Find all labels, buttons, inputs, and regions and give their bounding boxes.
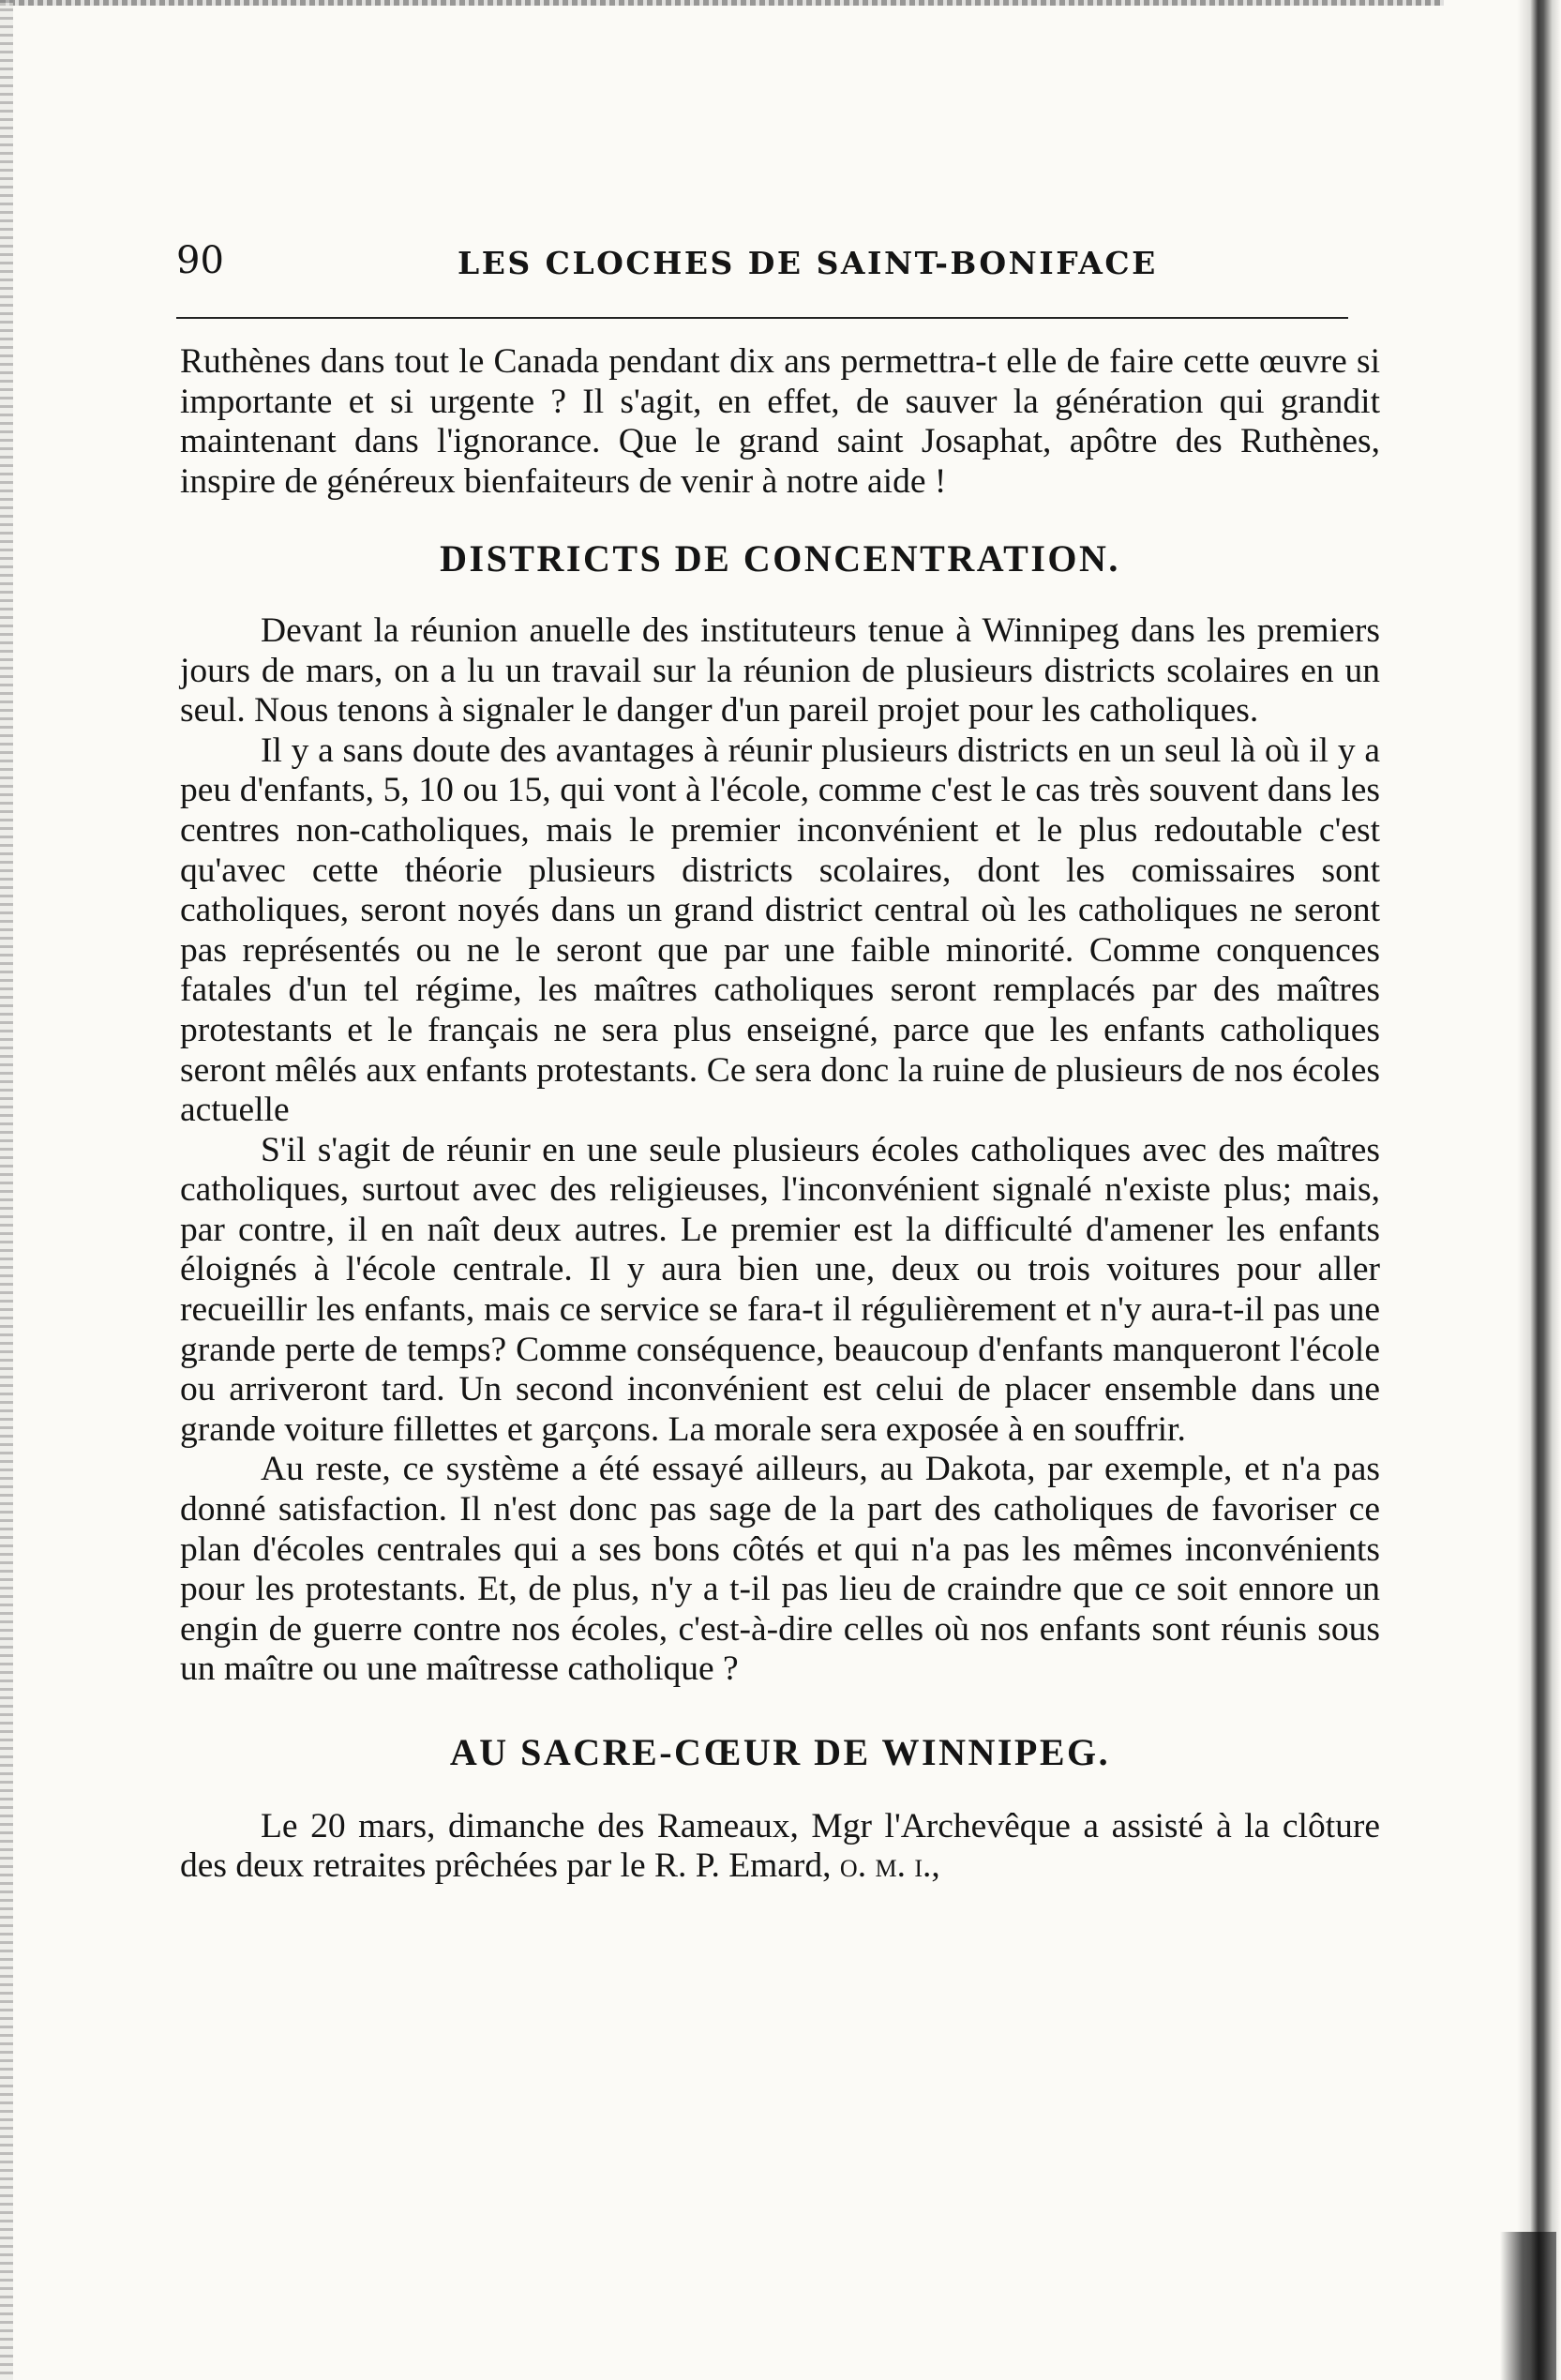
running-title: LES CLOCHES DE SAINT-BONIFACE [458, 245, 1158, 281]
header-rule [176, 317, 1348, 319]
scan-edge-shadow [1500, 2232, 1556, 2380]
section-heading-sacre-coeur: AU SACRE-CŒUR DE WINNIPEG. [449, 1731, 1111, 1773]
scan-edge-top [0, 0, 1444, 6]
paragraph-intro: Ruthènes dans tout le Canada pendant dix ans permettra-t elle de faire cette œuvre si importante et si urgente ? Il s'agit, en effet, de sauver la génération qui grandit maintenant dans l'ignorance. Que le grand saint Josaphat, apôtre des Ruthènes, inspire de généreux bienfaiteurs de venir à notre aide ! [180, 342, 1380, 501]
paragraph-districts-2: Il y a sans doute des avantages à réunir plusieurs districts en un seul là où il y a peu d'enfants, 5, 10 ou 15, qui vont à l'école, comme c'est le cas très souvent dans les centres non-catholiques, mais le premier inconvénient et le plus redoutable c'est qu'avec cette théorie plusieurs districts scolaires, dont les comissaires sont catholiques, seront noyés dans un grand district central où les catholiques ne seront pas représentés ou ne le seront que par une faible minorité. Comme conquences fatales d'un tel régime, les maîtres catholiques seront remplacés par des maîtres protestants et le français ne sera plus enseigné, parce que les enfants catholiques seront mêlés aux enfants protestants. Ce sera donc la ruine de plusieurs de nos écoles actuelle [180, 731, 1380, 1130]
paragraph-districts-4: Au reste, ce système a été essayé ailleurs, au Dakota, par exemple, et n'a pas donné satisfaction. Il n'est donc pas sage de la part des catholiques de favoriser ce plan d'écoles centrales qui a ses bons côtés et qui n'a pas les mêmes inconvénients pour les protestants. Et, de plus, n'y a t-il pas lieu de craindre que ce soit ennore un engin de guerre contre nos écoles, c'est-à-dire celles où nos enfants sont réunis sous un maître ou une maîtresse catholique ? [180, 1450, 1380, 1689]
page-number: 90 [176, 239, 224, 282]
page-body [180, 342, 1380, 1887]
abbreviation-omi: o. m. i., [839, 1846, 940, 1886]
scan-edge-right [1517, 0, 1561, 2380]
page-header [176, 239, 1348, 295]
paragraph-districts-3: S'il s'agit de réunir en une seule plusieurs écoles catholiques avec des maîtres catholiques, surtout avec des religieuses, l'inconvénient signalé n'existe plus; mais, par contre, il en naît deux autres. Le premier est la difficulté d'amener les enfants éloignés à l'école centrale. Il y aura bien une, deux ou trois voitures pour aller recueillir les enfants, mais ce service se fara-t il régulièrement et n'y aura-t-il pas une grande perte de temps? Comme conséquence, beaucoup d'enfants manqueront l'école ou arriveront tard. Un second inconvénient est celui de placer ensemble dans une grande voiture fillettes et garçons. La morale sera exposée à en souffrir. [180, 1130, 1380, 1449]
paragraph-districts-1: Devant la réunion anuelle des instituteurs tenue à Winnipeg dans les premiers jours de mars, on a lu un travail sur la réunion de plusieurs districts scolaires en un seul. Nous tenons à signaler le danger d'un pareil projet pour les catholiques. [180, 610, 1380, 731]
section-heading-districts: DISTRICTS DE CONCENTRATION. [440, 537, 1120, 580]
paragraph-sacre-coeur [180, 1807, 1380, 1887]
paragraph-sacre-coeur-text: Le 20 mars, dimanche des Rameaux, Mgr l'Archevêque a assisté à la clôture des deux retraites prêchées par le R. P. Emard, [180, 1806, 1380, 1886]
scan-edge-left [0, 0, 13, 2380]
